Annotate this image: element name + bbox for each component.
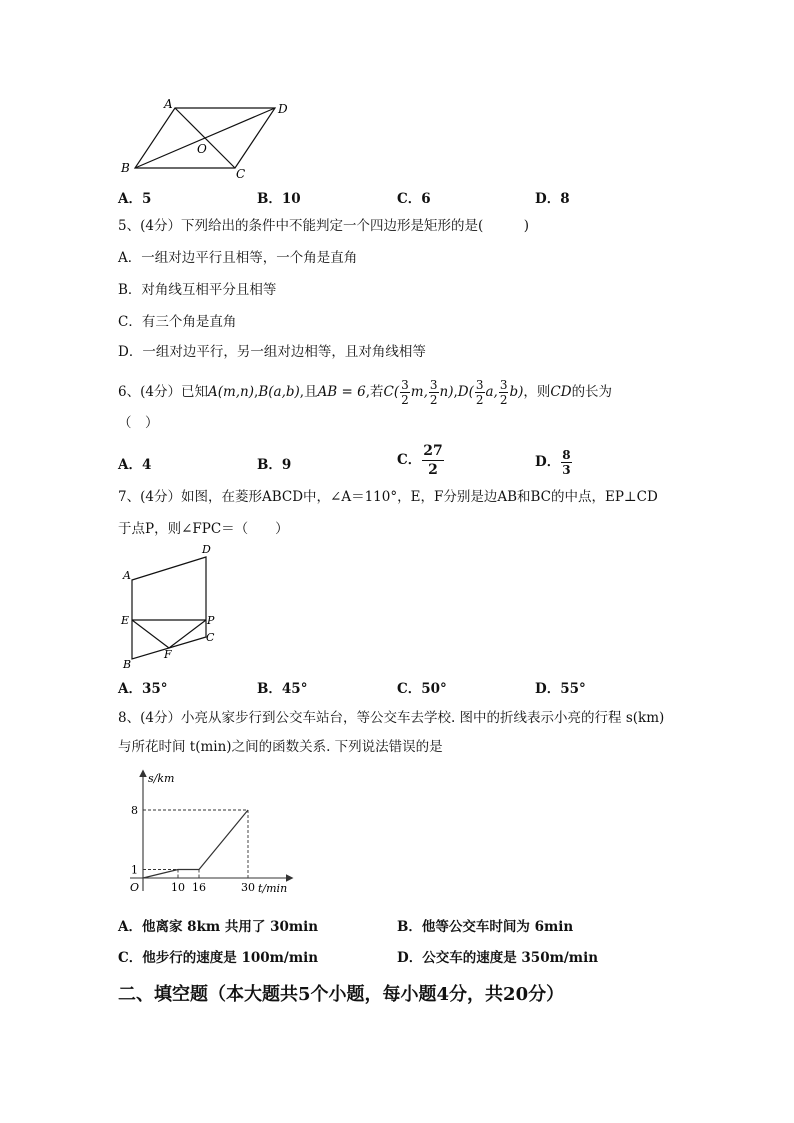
q8-option-c: C．他步行的速度是 100m/min [118,950,319,966]
label-o: O [197,142,207,156]
q6-ab: AB = 6 [317,384,366,400]
q6-option-c [397,440,445,480]
q6-stem: 6、(4分）已知A(m,n),B(a,b),且AB = 6,若C( $\frac{3}{2}$ m, $\frac{3}{2}$ n),D( $\frac{3}{2}$ a, $\frac{3}{2}$ b)，则CD的长为 [118,378,613,407]
q6-d-pre: D( [457,384,474,400]
label-b: B [121,161,130,175]
q6-cond: 且 [304,384,318,400]
q6-point-a: A(m,n) [207,384,255,400]
q6-m: m, [410,384,428,400]
label-a: A [123,569,131,582]
q8-option-d: D．公交车的速度是 350m/min [397,950,599,966]
q6-if: 若 [370,384,384,400]
q6-option-d [535,444,573,480]
q6-option-c-frac: $\frac{27}{2}$ [423,443,443,478]
q6-a: a, [485,384,498,400]
y-tick-1: 1 [131,863,138,877]
q6-frac-3: $\frac{3}{2}$ [475,378,484,407]
label-e: E [121,614,130,627]
q6-option-d-frac: $\frac{8}{3}$ [562,448,571,477]
q6-b: b) [509,384,524,400]
q6-cd: CD [550,384,572,400]
q6-frac-2: $\frac{3}{2}$ [429,378,438,407]
q7-option-d: D．55° [535,681,586,697]
q5-option-c: C．有三个角是直角 [118,314,237,330]
q4-option-b: B．10 [257,191,301,207]
segment-ef [132,620,169,648]
q6-c-pre: C( [383,384,400,400]
rhombus-figure [115,540,225,670]
q6-option-a: A．4 [118,457,152,473]
q5-option-b: B．对角线互相平分且相等 [118,282,277,298]
label-d: D [202,543,211,556]
x-tick-16: 16 [192,881,206,894]
q6-option-d-label: D． [535,454,561,470]
q6-then: ，则 [523,384,551,400]
q7-option-b: B．45° [257,681,308,697]
q7-line2: 于点P，则∠FPC＝（ ） [118,521,289,537]
q8-line1: 8、(4分）小亮从家步行到公交车站台，等公交车去学校. 图中的折线表示小亮的行程 s(km) [118,710,665,726]
label-a: A [164,97,173,111]
q7-option-a: A．35° [118,681,168,697]
q8-option-a: A．他离家 8km 共用了 30min [118,919,319,935]
label-c: C [236,167,246,180]
q6-n: n) [439,384,454,400]
q4-option-c: C．6 [397,191,431,207]
q6-frac-4: $\frac{3}{2}$ [499,378,508,407]
y-axis-label: s/km [148,772,175,785]
q6-option-c-label: C． [397,452,422,468]
diagonal-bd [135,108,275,168]
distance-time-graph [110,765,300,900]
label-c: C [206,631,215,644]
series-line [143,810,248,878]
q8-line2: 与所花时间 t(min)之间的函数关系. 下列说法错误的是 [118,739,443,755]
q8-option-b: B．他等公交车时间为 6min [397,919,574,935]
y-tick-8: 8 [131,804,138,817]
section-heading: 二、填空题（本大题共5个小题，每小题4分，共20分） [118,984,565,1005]
q6-paren: （ ） [118,415,159,431]
label-b: B [123,658,132,670]
segment-fp [169,620,206,648]
q6-prefix: 6、(4分）已知 [118,384,208,400]
q6-tail: 的长为 [571,384,613,400]
x-axis-label: t/min [258,882,288,895]
x-tick-30: 30 [241,881,255,894]
q6-option-b: B．9 [257,457,292,473]
label-d: D [278,102,288,116]
rhombus-outline [132,557,206,659]
q6-point-b: B(a,b) [258,384,300,400]
parallelogram-figure [115,96,305,180]
q5-option-a: A．一组对边平行且相等，一个角是直角 [118,250,358,266]
label-f: F [164,648,172,661]
q5-option-d: D．一组对边平行，另一组对边相等，且对角线相等 [118,344,426,360]
label-p: P [207,614,215,627]
origin-label: O [130,881,140,894]
x-tick-10: 10 [171,881,185,894]
q7-option-c: C．50° [397,681,447,697]
q4-option-a: A．5 [118,191,152,207]
q5-stem: 5、(4分）下列给出的条件中不能判定一个四边形是矩形的是( ) [118,218,529,234]
q7-line1: 7、(4分）如图，在菱形ABCD中，∠A＝110°，E，F分别是边AB和BC的中点，EP⊥CD [118,489,658,505]
q4-option-d: D．8 [535,191,570,207]
q6-frac-1: $\frac{3}{2}$ [401,378,409,407]
